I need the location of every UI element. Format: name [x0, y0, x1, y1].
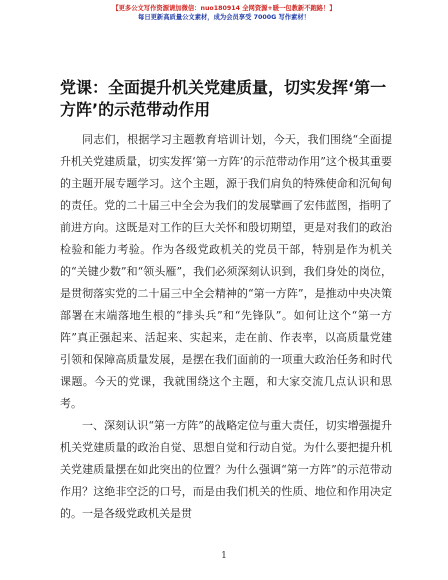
promo-banner: [0, 4, 448, 22]
page-number: 1: [221, 551, 227, 561]
document-body: [60, 129, 392, 525]
document-title: 党课：全面提升机关党建质量，切实发挥‘第一方阵’的示范带动作用: [60, 78, 387, 119]
promo-banner-line-1: 【更多公文写作资源请加微信：nuo180914 全网资源+暖一包教新不跑路！】: [112, 5, 336, 12]
body-paragraph-section-one: 一、深刻认识“第一方阵”的战略定位与重大责任，切实增强提升机关党建质量的政治自觉、思想自觉和行动自觉。为什么要把提升机关党建质量摆在如此突出的位置？为什么强调“第一方阵”的示范带动作用？这绝非空泛的口号，而是由我们机关的性质、地位和作用决定的。一是各级党政机关是贯: [60, 419, 392, 520]
body-paragraph-intro: 同志们，根据学习主题教育培训计划，今天，我们围绕“全面提升机关党建质量，切实发挥‘第一方阵’的示范带动作用”这个极其重要的主题开展专题学习。这个主题，源于我们肩负的特殊使命和沉甸甸的责任。党的二十届三中全会为我们的发展擘画了宏伟蓝图，指明了前进方向。这既是对工作的巨大关怀和殷切期望，更是对我们的政治检验和能力考验。作为各级党政机关的党员干部，特别是作为机关的“关键少数”和“领头雁”，我们必须深刻认识到，我们身处的岗位，是贯彻落实党的二十届三中全会精神的“第一方阵”，是推动中央决策部署在末端落地生根的“排头兵”和“先锋队”。如何让这个“第一方阵”真正强起来、活起来、实起来，走在前、作表率，以高质量党建引领和保障高质量发展，是摆在我们面前的一项重大政治任务和时代课题。今天的党课，我就围绕这个主题，和大家交流几点认识和思考。: [60, 133, 392, 410]
promo-banner-line-2: 每日更新高质量公文素材，成为会员享受 7000G 写作素材！: [138, 14, 310, 21]
